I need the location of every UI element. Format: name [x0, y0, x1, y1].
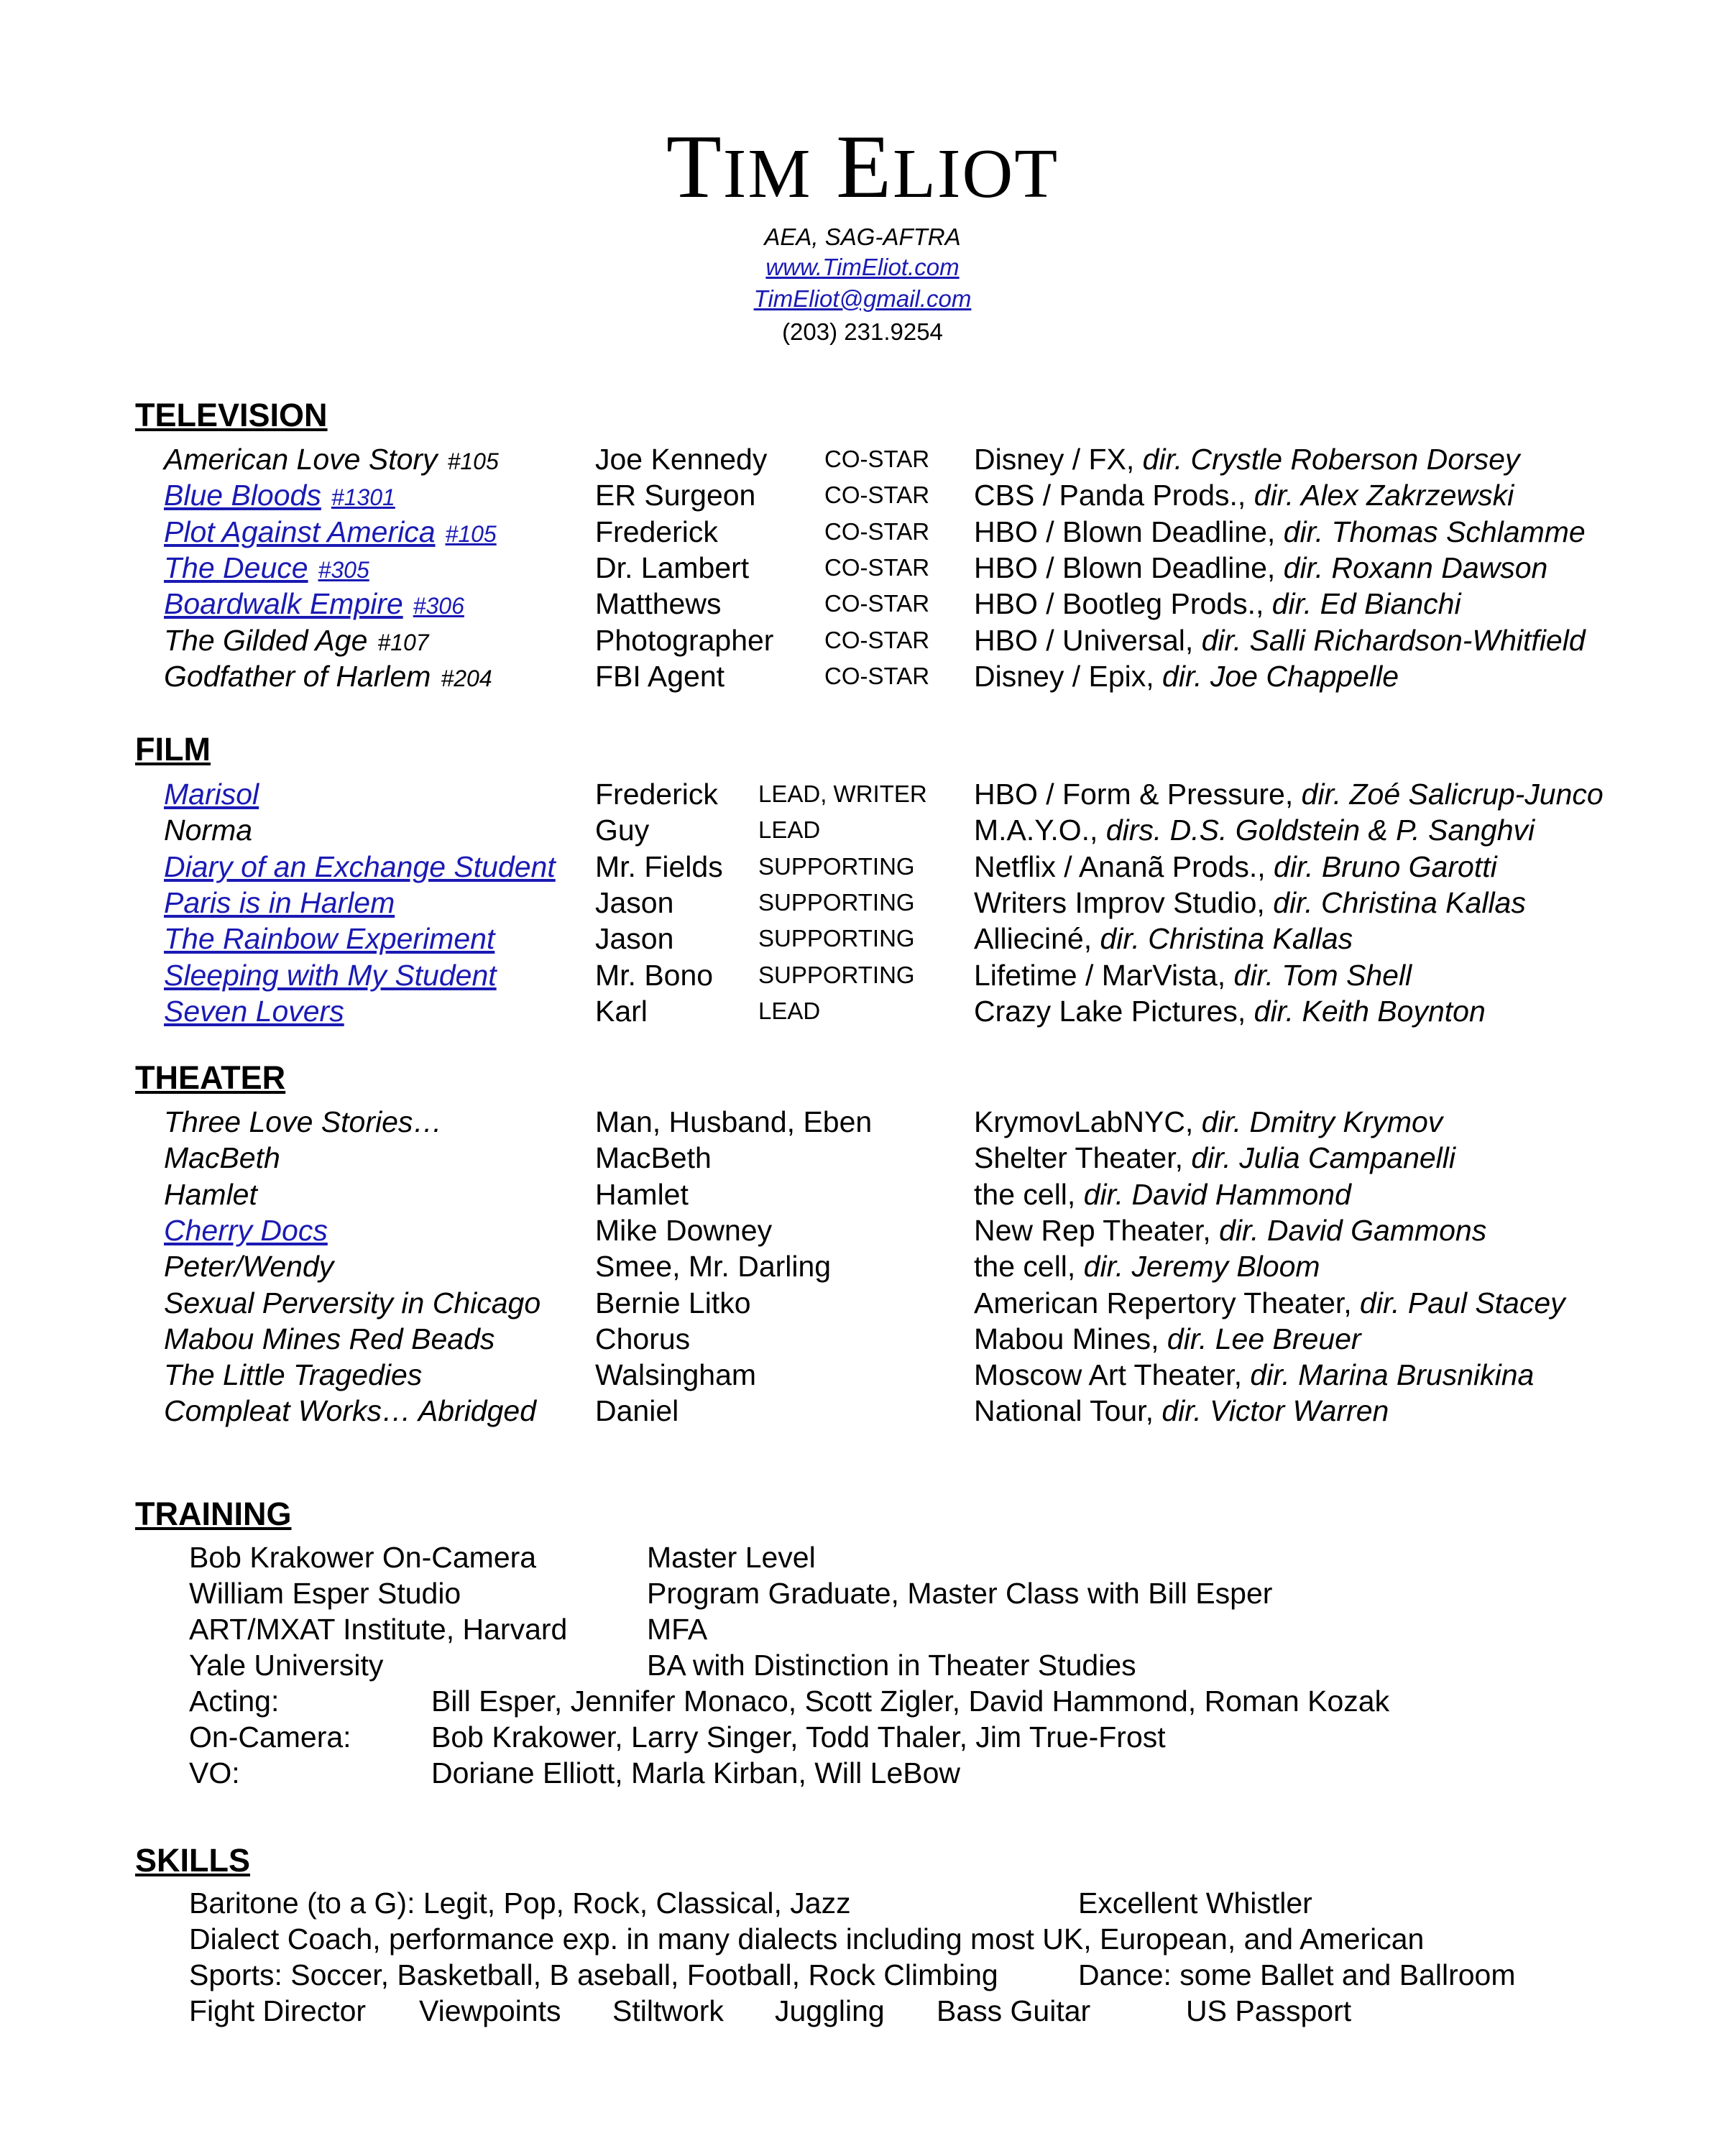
- skill-sports: Sports: Soccer, Basketball, B aseball, Football, Rock Climbing: [189, 1958, 998, 1991]
- credit-company-cell: [974, 514, 1586, 550]
- credit-title-cell: [164, 441, 499, 479]
- credit-director: dir. Alex Zakrzewski: [1254, 479, 1514, 512]
- credit-role: Dr. Lambert: [595, 550, 750, 584]
- credit-billing: LEAD: [758, 816, 821, 844]
- credit-title-cell: [164, 586, 464, 624]
- credit-title: Compleat Works… Abridged: [164, 1394, 537, 1428]
- credit-director: dir. David Gammons: [1219, 1213, 1487, 1247]
- section-heading-theater: THEATER: [135, 1059, 286, 1096]
- credit-row: [0, 1248, 1725, 1284]
- credit-row: [0, 550, 1725, 586]
- credit-row: [0, 776, 1725, 812]
- credit-billing: CO-STAR: [824, 482, 930, 509]
- website-link[interactable]: www.TimEliot.com: [765, 254, 960, 280]
- credit-title: Mabou Mines Red Beads: [164, 1322, 495, 1355]
- training-school-detail: MFA: [647, 1613, 708, 1646]
- credit-role: Jason: [595, 922, 674, 956]
- credit-company: Crazy Lake Pictures,: [974, 994, 1254, 1028]
- credit-company: HBO / Universal,: [974, 623, 1202, 657]
- credit-company: New Rep Theater,: [974, 1213, 1220, 1247]
- credit-title-cell: [164, 776, 259, 812]
- credit-role: Walsingham: [595, 1358, 757, 1392]
- credit-title-cell: [164, 1176, 257, 1212]
- credit-company: Allieciné,: [974, 922, 1100, 956]
- skill-dance: Dance: some Ballet and Ballroom: [1078, 1958, 1516, 1991]
- credit-company-cell: [974, 1104, 1443, 1140]
- credit-title-cell: [164, 812, 252, 848]
- credit-title-cell: [164, 514, 497, 552]
- credit-title-cell: [164, 1285, 540, 1321]
- credit-company-cell: [974, 812, 1535, 848]
- union-affiliations: AEA, SAG-AFTRA: [764, 224, 961, 250]
- credit-company-cell: [974, 477, 1514, 513]
- credit-row: [0, 441, 1725, 477]
- teacher-category-label: Acting:: [189, 1685, 280, 1718]
- section-heading-skills: SKILLS: [135, 1842, 251, 1879]
- credit-company-cell: [974, 1140, 1455, 1176]
- credit-company-cell: [974, 586, 1461, 622]
- credit-role: Bernie Litko: [595, 1286, 751, 1319]
- credit-row: [0, 1212, 1725, 1248]
- credit-role: FBI Agent: [595, 659, 725, 693]
- credit-role: Guy: [595, 814, 650, 847]
- credit-role: ER Surgeon: [595, 479, 756, 512]
- credit-role: Photographer: [595, 623, 774, 657]
- skill-whistling: Excellent Whistler: [1078, 1886, 1312, 1920]
- credit-company-cell: [974, 550, 1547, 586]
- credit-title-link[interactable]: Boardwalk Empire: [164, 587, 403, 621]
- credit-title: Godfather of Harlem: [164, 659, 431, 693]
- credit-row: [0, 957, 1725, 993]
- episode-number[interactable]: #305: [318, 556, 369, 583]
- credit-billing: SUPPORTING: [758, 888, 915, 916]
- episode-number[interactable]: #1301: [331, 484, 395, 511]
- section-heading-film: FILM: [135, 731, 211, 768]
- credit-director: dir. Lee Breuer: [1167, 1322, 1361, 1355]
- credit-title-link[interactable]: Blue Bloods: [164, 479, 321, 512]
- credit-title: Hamlet: [164, 1177, 257, 1211]
- credit-director: dir. Roxann Dawson: [1283, 550, 1548, 584]
- credit-title-link[interactable]: Sleeping with My Student: [164, 958, 497, 992]
- teacher-names: Doriane Elliott, Marla Kirban, Will LeBow: [431, 1756, 960, 1789]
- credit-role: MacBeth: [595, 1141, 712, 1175]
- credit-company-cell: [974, 849, 1497, 885]
- credit-company-cell: [974, 957, 1412, 993]
- credit-company: the cell,: [974, 1177, 1084, 1211]
- credit-billing: CO-STAR: [824, 553, 930, 581]
- credit-title-link[interactable]: Cherry Docs: [164, 1213, 328, 1247]
- credit-director: dir. Thomas Schlamme: [1283, 515, 1586, 548]
- training-school-detail: BA with Distinction in Theater Studies: [647, 1649, 1136, 1682]
- credit-director: dir. David Hammond: [1083, 1177, 1351, 1211]
- credit-row: [0, 993, 1725, 1029]
- credit-director: dir. Crystle Roberson Dorsey: [1142, 443, 1520, 476]
- credit-title-cell: [164, 957, 497, 993]
- skill-item: US Passport: [1186, 1994, 1352, 2027]
- episode-number[interactable]: #105: [445, 520, 497, 547]
- credit-role: Mr. Fields: [595, 849, 723, 883]
- section-heading-training: TRAINING: [135, 1496, 292, 1532]
- credit-director: dir. Victor Warren: [1162, 1394, 1389, 1428]
- credit-role: Hamlet: [595, 1177, 689, 1211]
- credit-row: [0, 514, 1725, 550]
- credit-row: [0, 1104, 1725, 1140]
- resume-name: TIM ELIOT: [666, 117, 1059, 217]
- credit-billing: CO-STAR: [824, 517, 930, 545]
- credit-company-cell: [974, 1248, 1320, 1284]
- credit-role: Joe Kennedy: [595, 443, 768, 476]
- skill-dialects: Dialect Coach, performance exp. in many dialects including most UK, European, and American: [189, 1922, 1425, 1955]
- credit-director: dir. Tom Shell: [1233, 958, 1412, 992]
- credit-company: Writers Improv Studio,: [974, 885, 1274, 919]
- training-school-name: Bob Krakower On-Camera: [189, 1541, 537, 1574]
- teacher-category-label: On-Camera:: [189, 1720, 351, 1754]
- credit-billing: CO-STAR: [824, 446, 930, 472]
- credit-title-link[interactable]: Paris is in Harlem: [164, 885, 395, 919]
- skill-item: Fight Director: [189, 1994, 367, 2027]
- credit-title: American Love Story: [164, 443, 438, 476]
- credit-company-cell: [974, 441, 1519, 477]
- credit-company: Lifetime / MarVista,: [974, 958, 1234, 992]
- teacher-category-label: VO:: [189, 1756, 240, 1789]
- credit-role: Smee, Mr. Darling: [595, 1250, 832, 1284]
- training-school-name: ART/MXAT Institute, Harvard: [189, 1613, 568, 1646]
- credit-billing: SUPPORTING: [758, 925, 915, 952]
- credit-company: HBO / Bootleg Prods.,: [974, 587, 1272, 621]
- credit-director: dir. Julia Campanelli: [1191, 1141, 1456, 1175]
- training-school-detail: Master Level: [647, 1541, 816, 1574]
- credit-title: Sexual Perversity in Chicago: [164, 1286, 541, 1319]
- credit-company-cell: [974, 776, 1604, 812]
- credit-director: dir. Dmitry Krymov: [1201, 1105, 1443, 1138]
- credit-title: The Little Tragedies: [164, 1358, 423, 1392]
- credit-role: Daniel: [595, 1394, 679, 1428]
- credit-director: dir. Joe Chappelle: [1162, 659, 1399, 693]
- skill-item: Bass Guitar: [937, 1994, 1091, 2027]
- skill-item: Viewpoints: [419, 1994, 561, 2027]
- credit-title-link[interactable]: Seven Lovers: [164, 994, 344, 1028]
- credit-company: KrymovLabNYC,: [974, 1105, 1202, 1138]
- credit-company: Shelter Theater,: [974, 1141, 1192, 1175]
- credit-director: dirs. D.S. Goldstein & P. Sanghvi: [1105, 814, 1535, 847]
- credit-row: [0, 1140, 1725, 1176]
- credit-company: American Repertory Theater,: [974, 1286, 1361, 1319]
- skill-item: Stiltwork: [612, 1994, 724, 2027]
- email-link[interactable]: TimEliot@gmail.com: [753, 285, 972, 312]
- credit-billing: CO-STAR: [824, 590, 930, 617]
- credit-title: MacBeth: [164, 1141, 280, 1175]
- credit-company-cell: [974, 1212, 1486, 1248]
- credit-billing: SUPPORTING: [758, 852, 915, 880]
- training-school-detail: Program Graduate, Master Class with Bill Esper: [647, 1577, 1273, 1610]
- credit-company-cell: [974, 1393, 1389, 1429]
- credit-role: Frederick: [595, 515, 718, 548]
- episode-number: #105: [447, 448, 499, 474]
- credit-row: [0, 586, 1725, 622]
- credit-company: Disney / FX,: [974, 443, 1143, 476]
- credit-company: Disney / Epix,: [974, 659, 1163, 693]
- credit-row: [0, 477, 1725, 513]
- credit-billing: SUPPORTING: [758, 961, 915, 988]
- credit-title: Three Love Stories…: [164, 1105, 443, 1138]
- credit-title: The Gilded Age: [164, 623, 368, 657]
- credit-title-cell: [164, 849, 556, 885]
- credit-title-cell: [164, 1321, 494, 1357]
- credit-title-link[interactable]: Diary of an Exchange Student: [164, 849, 556, 883]
- credit-role: Mr. Bono: [595, 958, 714, 992]
- credit-billing: LEAD, WRITER: [758, 780, 927, 807]
- credit-director: dir. Keith Boynton: [1254, 994, 1486, 1028]
- credit-company-cell: [974, 1176, 1351, 1212]
- credit-row: [0, 812, 1725, 848]
- credit-title-cell: [164, 885, 395, 921]
- skill-item: Juggling: [775, 1994, 885, 2027]
- credit-company: Moscow Art Theater,: [974, 1358, 1251, 1392]
- credit-row: [0, 1285, 1725, 1321]
- credit-company: M.A.Y.O.,: [974, 814, 1106, 847]
- credit-company-cell: [974, 658, 1399, 694]
- credit-row: [0, 849, 1725, 885]
- credit-director: dir. Bruno Garotti: [1274, 849, 1497, 883]
- credit-company: HBO / Blown Deadline,: [974, 550, 1284, 584]
- credit-director: dir. Christina Kallas: [1273, 885, 1526, 919]
- credit-title-link[interactable]: Plot Against America: [164, 515, 436, 548]
- credit-billing: CO-STAR: [824, 626, 930, 653]
- teacher-names: Bob Krakower, Larry Singer, Todd Thaler, Jim True-Frost: [431, 1720, 1166, 1754]
- credit-title-cell: [164, 1357, 422, 1393]
- credit-company-cell: [974, 993, 1486, 1029]
- credit-company: CBS / Panda Prods.,: [974, 479, 1254, 512]
- credit-title-cell: [164, 622, 429, 660]
- episode-number[interactable]: #306: [413, 593, 464, 619]
- skill-singing: Baritone (to a G): Legit, Pop, Rock, Classical, Jazz: [189, 1886, 851, 1920]
- credit-company-cell: [974, 1285, 1565, 1321]
- credit-title-cell: [164, 1212, 328, 1248]
- teacher-names: Bill Esper, Jennifer Monaco, Scott Zigler, David Hammond, Roman Kozak: [431, 1685, 1390, 1718]
- credit-director: dir. Salli Richardson-Whitfield: [1201, 623, 1586, 657]
- credit-title-cell: [164, 921, 494, 957]
- credit-billing: CO-STAR: [824, 662, 930, 689]
- credit-director: dir. Christina Kallas: [1100, 922, 1353, 956]
- credit-director: dir. Jeremy Bloom: [1083, 1250, 1320, 1284]
- credit-company-cell: [974, 622, 1586, 658]
- credit-director: dir. Zoé Salicrup-Junco: [1301, 778, 1604, 811]
- credit-title: Norma: [164, 814, 253, 847]
- training-school-name: Yale University: [189, 1649, 384, 1682]
- credit-title-link[interactable]: Marisol: [164, 778, 259, 811]
- credit-row: [0, 622, 1725, 658]
- credit-company-cell: [974, 1321, 1361, 1357]
- credit-title-cell: [164, 1393, 536, 1429]
- credit-director: dir. Marina Brusnikina: [1250, 1358, 1535, 1392]
- credit-company: Netflix / Ananã Prods.,: [974, 849, 1274, 883]
- credit-row: [0, 1321, 1725, 1357]
- credit-company-cell: [974, 1357, 1534, 1393]
- credit-billing: LEAD: [758, 997, 821, 1024]
- credit-role: Chorus: [595, 1322, 691, 1355]
- credit-company: Mabou Mines,: [974, 1322, 1167, 1355]
- credit-company: National Tour,: [974, 1394, 1162, 1428]
- episode-number: #204: [441, 665, 492, 691]
- credit-role: Mike Downey: [595, 1213, 773, 1247]
- credit-row: [0, 885, 1725, 921]
- credit-role: Matthews: [595, 587, 722, 621]
- credit-role: Frederick: [595, 778, 718, 811]
- credit-title-cell: [164, 1248, 334, 1284]
- credit-company: HBO / Form & Pressure,: [974, 778, 1302, 811]
- credit-row: [0, 921, 1725, 957]
- credit-title-cell: [164, 993, 344, 1029]
- credit-company: the cell,: [974, 1250, 1084, 1284]
- training-school-name: William Esper Studio: [189, 1577, 461, 1610]
- credit-title-link[interactable]: The Deuce: [164, 550, 308, 584]
- credit-company: HBO / Blown Deadline,: [974, 515, 1284, 548]
- credit-title-link[interactable]: The Rainbow Experiment: [164, 922, 495, 956]
- section-heading-television: TELEVISION: [135, 397, 328, 433]
- credit-director: dir. Ed Bianchi: [1271, 587, 1461, 621]
- credit-row: [0, 658, 1725, 694]
- credit-company-cell: [974, 885, 1526, 921]
- credit-role: Man, Husband, Eben: [595, 1105, 873, 1138]
- credit-row: [0, 1393, 1725, 1429]
- episode-number: #107: [377, 629, 429, 655]
- credit-row: [0, 1357, 1725, 1393]
- credit-title-cell: [164, 1104, 442, 1140]
- credit-role: Karl: [595, 994, 648, 1028]
- credit-row: [0, 1176, 1725, 1212]
- credit-title-cell: [164, 550, 369, 588]
- credit-title-cell: [164, 658, 492, 696]
- credit-title: Peter/Wendy: [164, 1250, 334, 1284]
- credit-director: dir. Paul Stacey: [1360, 1286, 1565, 1319]
- credit-company-cell: [974, 921, 1353, 957]
- credit-title-cell: [164, 1140, 280, 1176]
- credit-role: Jason: [595, 885, 674, 919]
- phone-number: (203) 231.9254: [782, 318, 943, 345]
- credit-title-cell: [164, 477, 395, 515]
